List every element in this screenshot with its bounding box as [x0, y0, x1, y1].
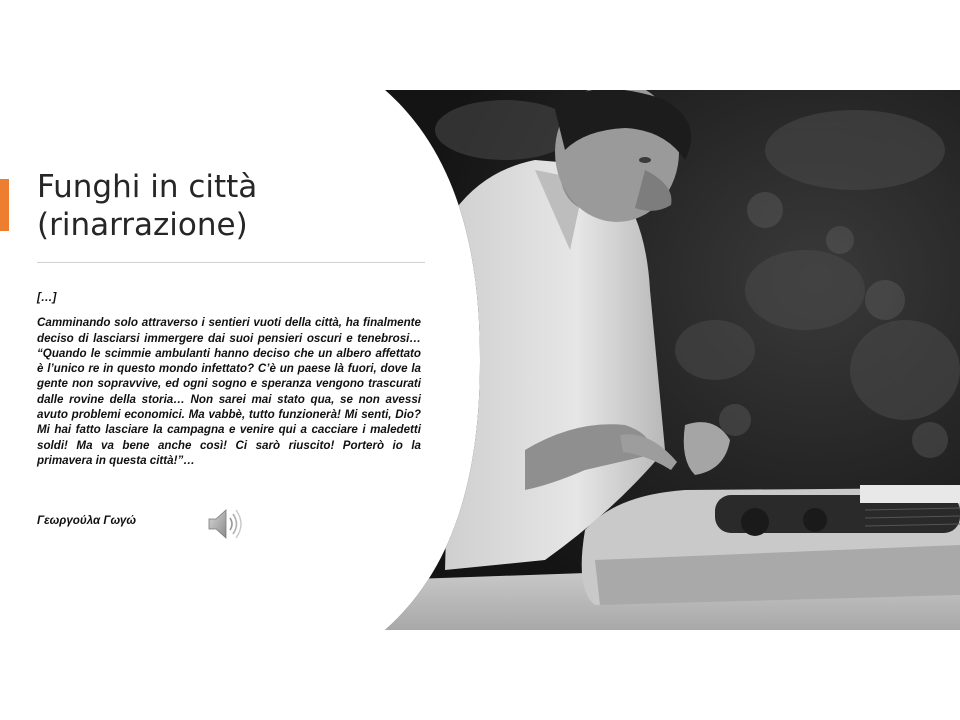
- intro-ellipsis: […]: [37, 291, 57, 304]
- writer-typewriter-photo: [385, 90, 960, 630]
- speaker-icon[interactable]: [206, 506, 246, 542]
- title-accent-bar: [0, 179, 9, 231]
- title-divider: [37, 262, 425, 263]
- story-paragraph: Camminando solo attraverso i sentieri vuoti della città, ha finalmente deciso di lasciarsi immergere dai suoi pensieri oscuri e tenebrosi… “Quando le scimmie ambulanti hanno deciso che un albero affettato è l’unico re in questo mondo infettato? C’è un paese là fuori, dove la gente non sopravvive, ed ogni sogno e speranza vengono trascurati dalle rovine della storia… Non sarei mai stato qua, se non avessi avuto problemi economici. Ma vabbè, tutto funzionerà! Mi senti, Dio? Mi hai fatto lasciare la campagna e venire qui a cacciare i maledetti soldi! Ma va bene anche così! Ci sarò riuscito! Porterò io la primavera in questa città!”…: [37, 316, 421, 467]
- author-name: Γεωργούλα Γωγώ: [37, 514, 137, 527]
- slide-title: [37, 168, 397, 244]
- title-line-2: (rinarrazione): [37, 207, 248, 243]
- title-line-1: Funghi in città: [37, 169, 258, 205]
- slide-body: [37, 290, 421, 474]
